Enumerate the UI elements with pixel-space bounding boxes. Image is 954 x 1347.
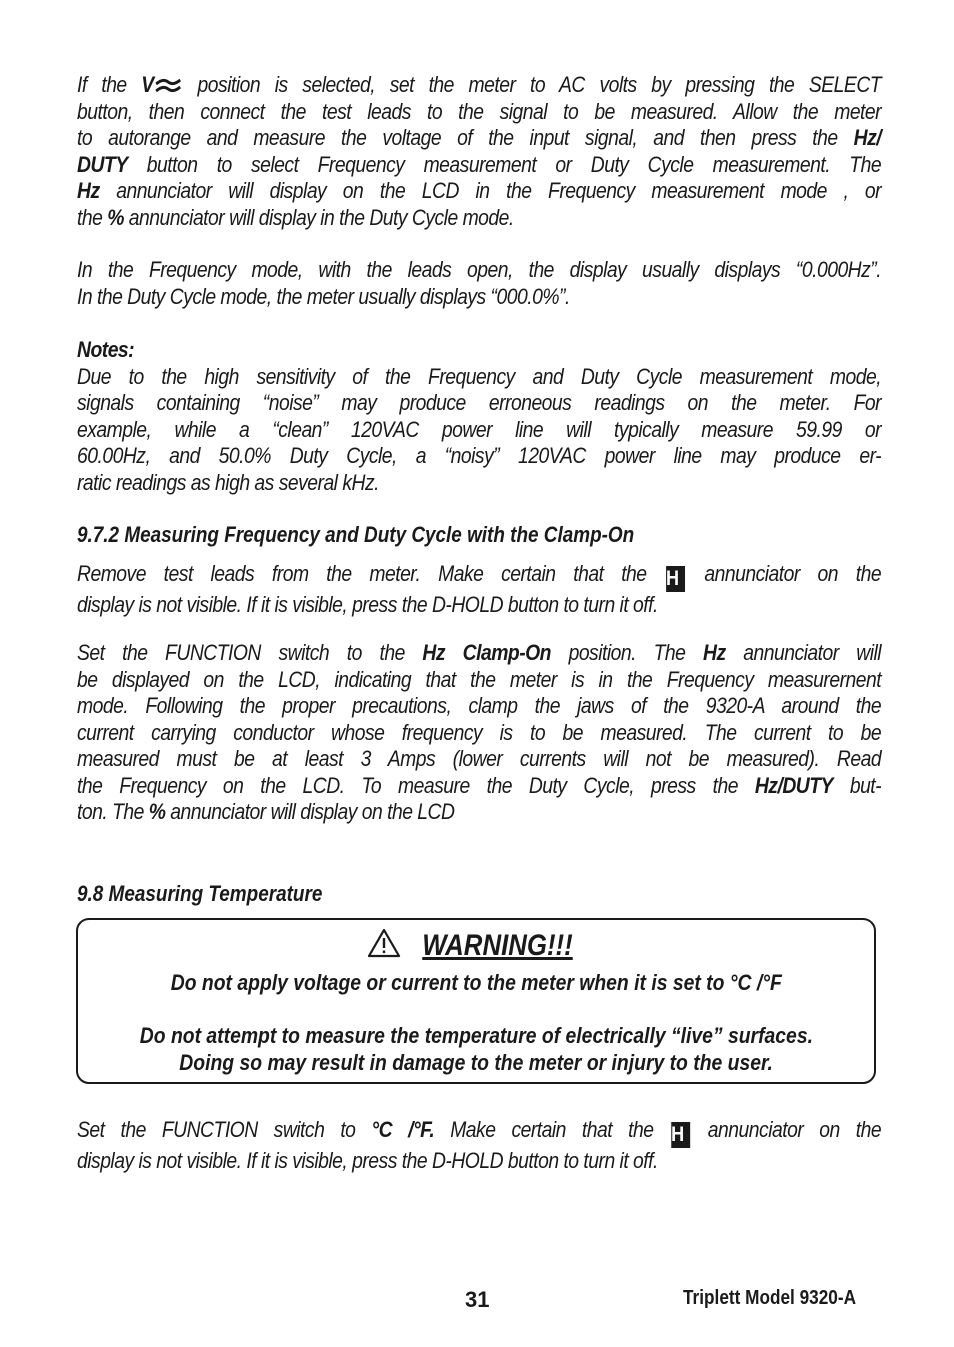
warning-line-1: Do not apply voltage or current to the meter when it is set to °C /°F — [170, 970, 782, 995]
footer-model: Triplett Model 9320-A — [683, 1287, 856, 1309]
ac-wave-icon — [154, 75, 183, 95]
paragraph-clamp-on: Set the FUNCTION switch to the Hz Clamp-On position. The Hz annunciator will be displayed on the LCD, indicating that the meter is in the Frequency measurernent mode. Following the proper precautions, clamp the jaws of the 9320-A around the current carrying conductor whose frequency is to be measured. The current to be measured must be at least 3 Amps (lower currents will not be measured). Read the Frequency on the LCD. To measure the Duty Cycle, press the Hz/DUTY but- ton. The % annunciator will display on the LCD — [77, 640, 882, 824]
warning-line-3: Doing so may result in damage to the meter or injury to the user. — [179, 1050, 773, 1075]
warning-triangle-icon — [367, 928, 401, 958]
paragraph-remove-leads: Remove test leads from the meter. Make certain that the H annunciator on the display is not visible. If it is visible, press the D-HOLD button to turn it off. — [77, 561, 882, 617]
paragraph-temperature: Set the FUNCTION switch to °C /°F. Make certain that the H annunciator on the display is not visible. If it is visible, press the D-HOLD button to turn it off. — [77, 1117, 882, 1173]
paragraph-frequency-mode: In the Frequency mode, with the leads open, the display usually displays “0.000Hz”. In the Duty Cycle mode, the meter usually displays “000.0%”. — [77, 257, 882, 309]
notes-title: Notes: — [77, 337, 135, 362]
hold-annunciator-icon: H — [666, 566, 685, 592]
section-heading-9-8: 9.8 Measuring Temperature — [77, 881, 323, 906]
warning-box — [76, 918, 876, 1084]
notes-block: Notes: Due to the high sensitivity of the Frequency and Duty Cycle measurement mode, signals containing “noise” may produce erroneous readings on the meter. For example, while a “clean” 120VAC power line will typically measure 59.99 or 60.00Hz, and 50.0% Duty Cycle, a “noisy” 120VAC power line may produce er- ratic readings as high as several kHz. — [77, 337, 882, 495]
warning-title: WARNING!!! — [421, 929, 573, 962]
page-number: 31 — [465, 1287, 490, 1312]
section-heading-9-7-2: 9.7.2 Measuring Frequency and Duty Cycle with the Clamp-On — [77, 522, 635, 547]
paragraph-ac-volts: If the V position is selected, set the meter to AC volts by pressing the SELECT button, then connect the test leads to the signal to be measured. Allow the meter to autorange and measure the voltage of the input signal, and then press the Hz/ DUTY button to select Frequency measurement or Duty Cycle measurement. The Hz annunciator will display on the LCD in the Frequency measurement mode , or the % annunciator will display in the Duty Cycle mode. — [77, 72, 882, 230]
hold-annunciator-icon: H — [671, 1122, 690, 1148]
warning-line-2: Do not attempt to measure the temperature of electrically “live” surfaces. — [139, 1023, 813, 1048]
